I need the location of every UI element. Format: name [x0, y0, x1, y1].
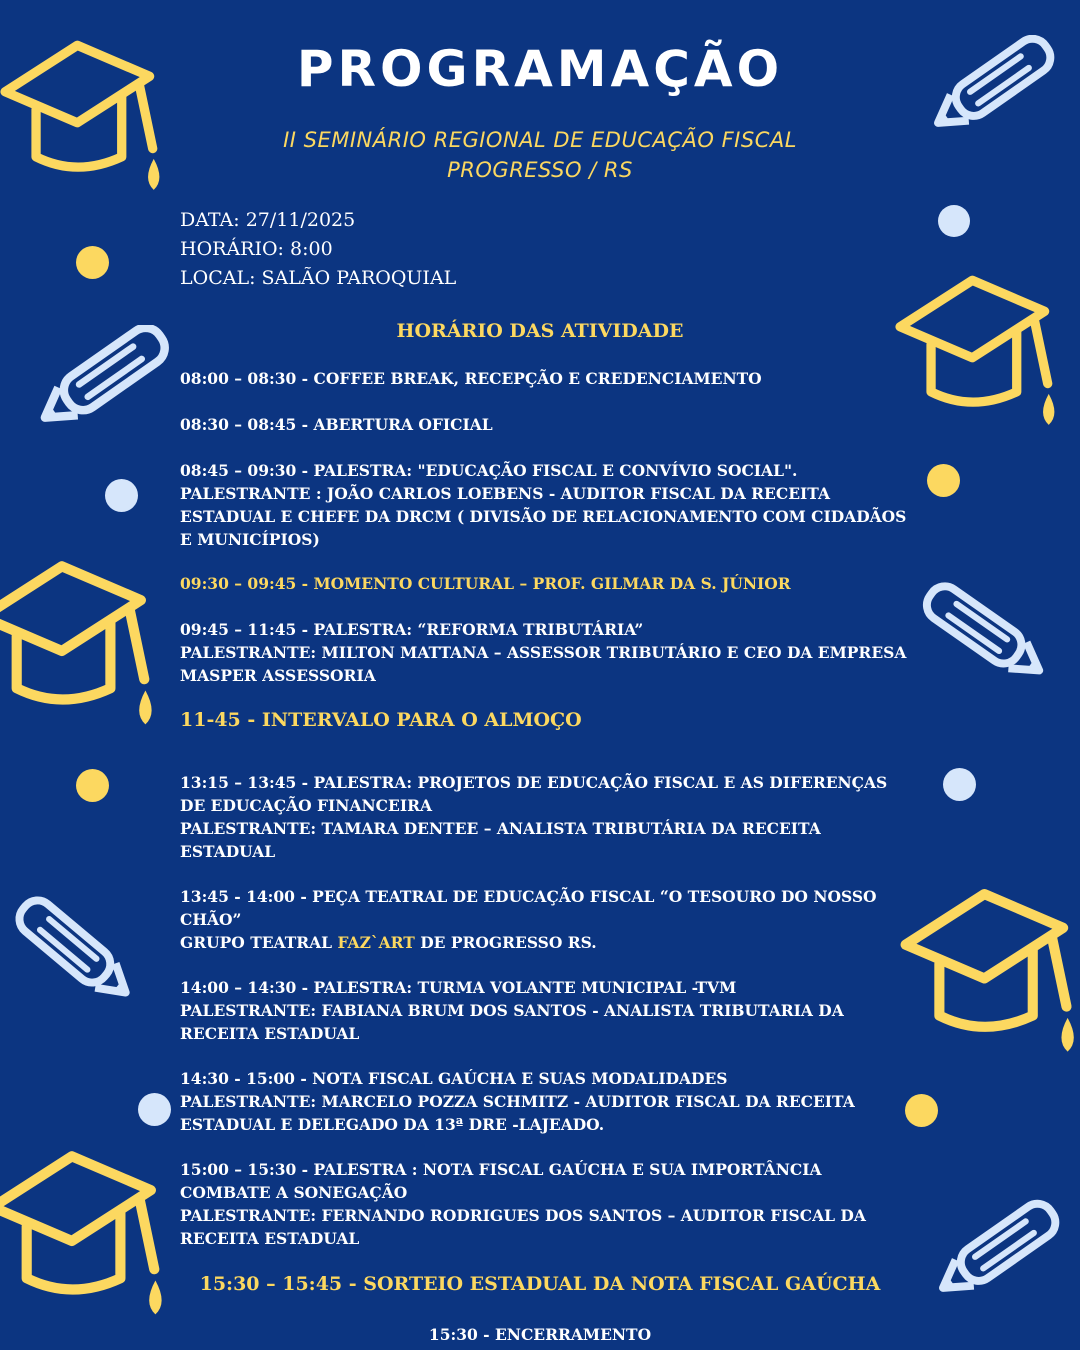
schedule-text: 15:00 – 15:30 - PALESTRA : NOTA FISCAL GAÚCHA E SUA IMPORTÂNCIA: [180, 1160, 822, 1179]
decorative-dot: [938, 205, 970, 237]
decorative-dot: [105, 479, 138, 512]
schedule-text: ESTADUAL: [180, 842, 276, 861]
schedule-item: [180, 1158, 900, 1250]
schedule-text: 13:45 - 14:00 - PEÇA TEATRAL DE EDUCAÇÃO FISCAL “O TESOURO DO NOSSO: [180, 887, 877, 906]
schedule-text: ESTADUAL E DELEGADO DA 13ª DRE -LAJEADO.: [180, 1115, 605, 1134]
event-info: [180, 206, 456, 293]
schedule-text: PALESTRANTE: MILTON MATTANA – ASSESSOR TRIBUTÁRIO E CEO DA EMPRESA: [180, 643, 907, 662]
schedule-text: 08:30 – 08:45 - ABERTURA OFICIAL: [180, 415, 493, 434]
schedule-text: PALESTRANTE : JOÃO CARLOS LOEBENS - AUDITOR FISCAL DA RECEITA: [180, 484, 830, 503]
pencil-icon: [915, 1195, 1065, 1315]
schedule-item: [180, 413, 900, 436]
schedule-text-part: GRUPO TEATRAL: [180, 933, 338, 952]
schedule-text: 14:00 – 14:30 - PALESTRA: TURMA VOLANTE MUNICIPAL -TVM: [180, 978, 737, 997]
graduation-cap-icon: [900, 880, 1080, 1060]
schedule-item-highlight: 15:30 – 15:45 - SORTEIO ESTADUAL DA NOTA FISCAL GAÚCHA: [199, 1273, 881, 1295]
decorative-dot: [943, 768, 976, 801]
schedule-item: [180, 618, 907, 687]
event-location-subtitle: PROGRESSO / RS: [447, 158, 633, 182]
schedule-text: RECEITA ESTADUAL: [180, 1229, 360, 1248]
schedule-text: 08:45 – 09:30 - PALESTRA: "EDUCAÇÃO FISCAL E CONVÍVIO SOCIAL".: [180, 461, 798, 480]
event-location: LOCAL: SALÃO PAROQUIAL: [180, 267, 457, 289]
schedule-text: PALESTRANTE: MARCELO POZZA SCHMITZ - AUDITOR FISCAL DA RECEITA: [180, 1092, 855, 1111]
schedule-item: [180, 771, 900, 863]
graduation-cap-icon: [885, 270, 1070, 430]
page-title: PROGRAMAÇÃO: [296, 40, 784, 98]
schedule-item-highlight: [180, 709, 900, 732]
schedule-text: RECEITA ESTADUAL: [180, 1024, 360, 1043]
schedule-text: E MUNICÍPIOS): [180, 530, 320, 549]
schedule-text: COMBATE A SONEGAÇÃO: [180, 1183, 408, 1202]
schedule-text-part: DE PROGRESSO RS.: [414, 933, 597, 952]
pencil-icon: [910, 575, 1060, 690]
schedule-text: ESTADUAL E CHEFE DA DRCM ( DIVISÃO DE RELACIONAMENTO COM CIDADÃOS: [180, 507, 907, 526]
schedule-text: PALESTRANTE: FABIANA BRUM DOS SANTOS - ANALISTA TRIBUTARIA DA: [180, 1001, 844, 1020]
decorative-dot: [927, 464, 960, 497]
schedule-text: 09:45 – 11:45 - PALESTRA: “REFORMA TRIBUTÁRIA”: [180, 620, 644, 639]
event-date: DATA: 27/11/2025: [180, 209, 356, 231]
schedule-item: [180, 459, 907, 551]
decorative-dot: [905, 1094, 938, 1127]
schedule-text: [180, 931, 900, 954]
closing-item: 15:30 - ENCERRAMENTO: [428, 1325, 652, 1344]
schedule-text: CHÃO”: [180, 910, 242, 929]
schedule-item: [180, 1067, 900, 1136]
event-time: HORÁRIO: 8:00: [180, 238, 333, 260]
schedule-item-highlight: [180, 572, 900, 595]
schedule-text: 11-45 - INTERVALO PARA O ALMOÇO: [180, 709, 582, 731]
schedule-text: 08:00 – 08:30 - COFFEE BREAK, RECEPÇÃO E CREDENCIAMENTO: [180, 369, 762, 388]
pencil-icon: [0, 880, 150, 1020]
schedule-text: PALESTRANTE: TAMARA DENTEE – ANALISTA TRIBUTÁRIA DA RECEITA: [180, 819, 821, 838]
activities-heading: HORÁRIO DAS ATIVIDADE: [396, 320, 684, 342]
group-name: FAZ`ART: [337, 933, 415, 952]
decorative-dot: [76, 246, 109, 279]
event-subtitle: II SEMINÁRIO REGIONAL DE EDUCAÇÃO FISCAL: [283, 128, 797, 152]
schedule-text: MASPER ASSESSORIA: [180, 666, 376, 685]
schedule-item: [180, 367, 900, 390]
schedule-text: PALESTRANTE: FERNANDO RODRIGUES DOS SANTOS – AUDITOR FISCAL DA: [180, 1206, 866, 1225]
decorative-dot: [138, 1093, 171, 1126]
schedule-text: 13:15 – 13:45 - PALESTRA: PROJETOS DE EDUCAÇÃO FISCAL E AS DIFERENÇAS: [180, 773, 888, 792]
pencil-icon: [15, 325, 175, 440]
graduation-cap-icon: [0, 555, 165, 730]
schedule-text: 14:30 - 15:00 - NOTA FISCAL GAÚCHA E SUAS MODALIDADES: [180, 1069, 728, 1088]
schedule-text: 09:30 – 09:45 - MOMENTO CULTURAL – PROF. GILMAR DA S. JÚNIOR: [180, 574, 791, 593]
schedule-item: [180, 885, 900, 954]
schedule-item: [180, 976, 900, 1045]
schedule-text: DE EDUCAÇÃO FINANCEIRA: [180, 796, 432, 815]
decorative-dot: [76, 769, 109, 802]
